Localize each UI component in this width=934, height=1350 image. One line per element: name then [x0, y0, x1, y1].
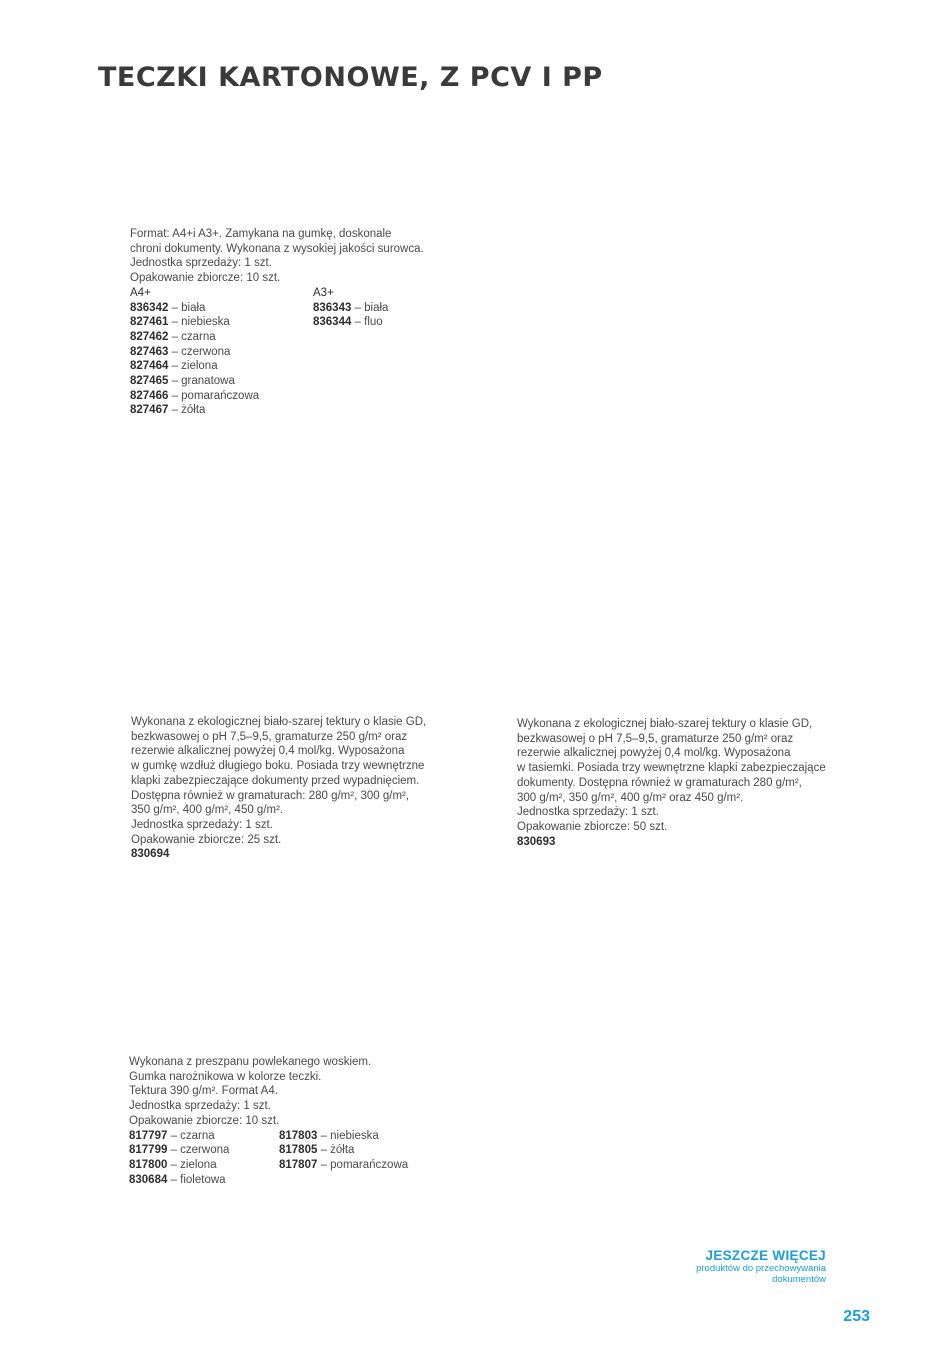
desc-line: Jednostka sprzedaży: 1 szt.	[129, 1100, 271, 1113]
product-code: 827462	[130, 330, 169, 343]
variant-column-right	[279, 1129, 408, 1188]
variant-name: – granatowa	[168, 375, 235, 388]
more-heading: JESZCZE WIĘCEJ	[705, 1248, 826, 1263]
product-code: 827466	[130, 389, 169, 402]
variant-item	[129, 1129, 279, 1144]
variant-column-a4	[130, 286, 313, 418]
variant-item	[129, 1158, 279, 1173]
product-description-3	[517, 717, 826, 849]
product-code: 836344	[313, 316, 352, 329]
variant-item	[130, 389, 313, 404]
variant-item	[130, 301, 313, 316]
desc-line: 350 g/m², 400 g/m², 450 g/m².	[131, 804, 284, 817]
variant-item	[130, 330, 313, 345]
product-code: 827464	[130, 360, 169, 373]
desc-line: 300 g/m², 350 g/m², 400 g/m² oraz 450 g/m².	[517, 791, 744, 804]
desc-line: w gumkę wzdłuż długiego boku. Posiada trzy wewnętrzne	[131, 760, 425, 773]
desc-line: Opakowanie zbiorcze: 10 szt.	[129, 1114, 280, 1127]
product-code: 817799	[129, 1144, 168, 1157]
variant-name: – zielona	[167, 1158, 217, 1171]
variant-item	[313, 301, 388, 316]
desc-line: Opakowanie zbiorcze: 50 szt.	[517, 820, 668, 833]
product-code: 827467	[130, 404, 169, 417]
variant-columns	[130, 286, 424, 418]
desc-line: Wykonana z ekologicznej biało-szarej tektury o klasie GD,	[517, 718, 813, 730]
desc-line: Jednostka sprzedaży: 1 szt.	[130, 257, 272, 270]
product-code: 827463	[130, 345, 169, 358]
product-code: 817800	[129, 1158, 168, 1171]
variant-column-left	[129, 1129, 279, 1188]
desc-line: rezerwie alkalicznej powyżej 0,4 mol/kg. Wyposażona	[517, 747, 791, 760]
variant-name: – zielona	[168, 360, 218, 373]
variant-name: – pomarańczowa	[317, 1158, 409, 1171]
desc-line: Tektura 390 g/m². Format A4.	[129, 1085, 278, 1098]
product-code: 830694	[131, 848, 170, 861]
product-code: 827461	[130, 316, 169, 329]
desc-line: Wykonana z ekologicznej biało-szarej tektury o klasie GD,	[131, 716, 427, 728]
product-description-1	[130, 227, 424, 418]
variant-name: – pomarańczowa	[168, 389, 260, 402]
product-code: 830684	[129, 1173, 168, 1186]
variant-item	[129, 1173, 279, 1188]
product-code: 836343	[313, 301, 352, 314]
variant-name: – czerwona	[168, 345, 231, 358]
variant-name: – biała	[351, 301, 389, 314]
variant-item	[130, 359, 313, 374]
variant-item	[279, 1143, 408, 1158]
product-code: 817805	[279, 1144, 318, 1157]
variant-item	[130, 345, 313, 360]
product-code: 830693	[517, 835, 556, 848]
desc-line: bezkwasowej o pH 7,5–9,5, gramaturze 250 g/m² oraz	[131, 730, 408, 743]
variant-name: – fioletowa	[167, 1173, 226, 1186]
variant-name: – żółta	[317, 1144, 355, 1157]
variant-item	[129, 1143, 279, 1158]
desc-line: Opakowanie zbiorcze: 10 szt.	[130, 272, 281, 285]
variant-column-a3	[313, 286, 388, 418]
variant-item	[313, 315, 388, 330]
desc-line: Wykonana z preszpanu powlekanego woskiem.	[129, 1056, 372, 1068]
variant-name: – czarna	[167, 1129, 215, 1142]
desc-line: rezerwie alkalicznej powyżej 0,4 mol/kg. Wyposażona	[131, 745, 405, 758]
product-description-4	[129, 1055, 408, 1187]
product-code: 827465	[130, 375, 169, 388]
desc-line: Format: A4+i A3+. Zamykana na gumkę, doskonale	[130, 228, 392, 240]
format-header: A3+	[313, 286, 334, 299]
variant-name: – czerwona	[167, 1144, 230, 1157]
variant-item	[279, 1129, 408, 1144]
more-products-link[interactable]	[696, 1248, 826, 1285]
more-subtext: dokumentów	[772, 1274, 826, 1285]
product-code: 817807	[279, 1158, 318, 1171]
page-title: TECZKI KARTONOWE, Z PCV I PP	[98, 62, 603, 93]
variant-name: – czarna	[168, 330, 216, 343]
desc-line: klapki zabezpieczające dokumenty przed wypadnięciem.	[131, 774, 420, 787]
page-number: 253	[843, 1308, 870, 1325]
variant-columns	[129, 1129, 408, 1188]
product-description-2	[131, 715, 426, 862]
variant-name: – żółta	[168, 404, 206, 417]
product-code: 817803	[279, 1129, 318, 1142]
desc-line: w tasiemki. Posiada trzy wewnętrzne klapki zabezpieczające	[517, 762, 826, 775]
variant-name: – biała	[168, 301, 206, 314]
desc-line: Gumka narożnikowa w kolorze teczki.	[129, 1070, 322, 1083]
variant-name: – fluo	[351, 316, 383, 329]
variant-name: – niebieska	[317, 1129, 379, 1142]
desc-line: Jednostka sprzedaży: 1 szt.	[131, 818, 273, 831]
desc-line: chroni dokumenty. Wykonana z wysokiej jakości surowca.	[130, 242, 424, 255]
variant-item	[279, 1158, 408, 1173]
desc-line: Jednostka sprzedaży: 1 szt.	[517, 806, 659, 819]
variant-item	[130, 315, 313, 330]
variant-item	[130, 403, 313, 418]
desc-line: bezkwasowej o pH 7,5–9,5, gramaturze 250 g/m² oraz	[517, 732, 794, 745]
variant-item	[130, 374, 313, 389]
format-header: A4+	[130, 286, 151, 299]
desc-line: Opakowanie zbiorcze: 25 szt.	[131, 833, 282, 846]
variant-name: – niebieska	[168, 316, 230, 329]
desc-line: Dostępna również w gramaturach: 280 g/m², 300 g/m²,	[131, 789, 410, 802]
product-code: 836342	[130, 301, 169, 314]
product-code: 817797	[129, 1129, 168, 1142]
more-subtext: produktów do przechowywania	[696, 1263, 826, 1274]
desc-line: dokumenty. Dostępna również w gramaturach 280 g/m²,	[517, 776, 802, 789]
